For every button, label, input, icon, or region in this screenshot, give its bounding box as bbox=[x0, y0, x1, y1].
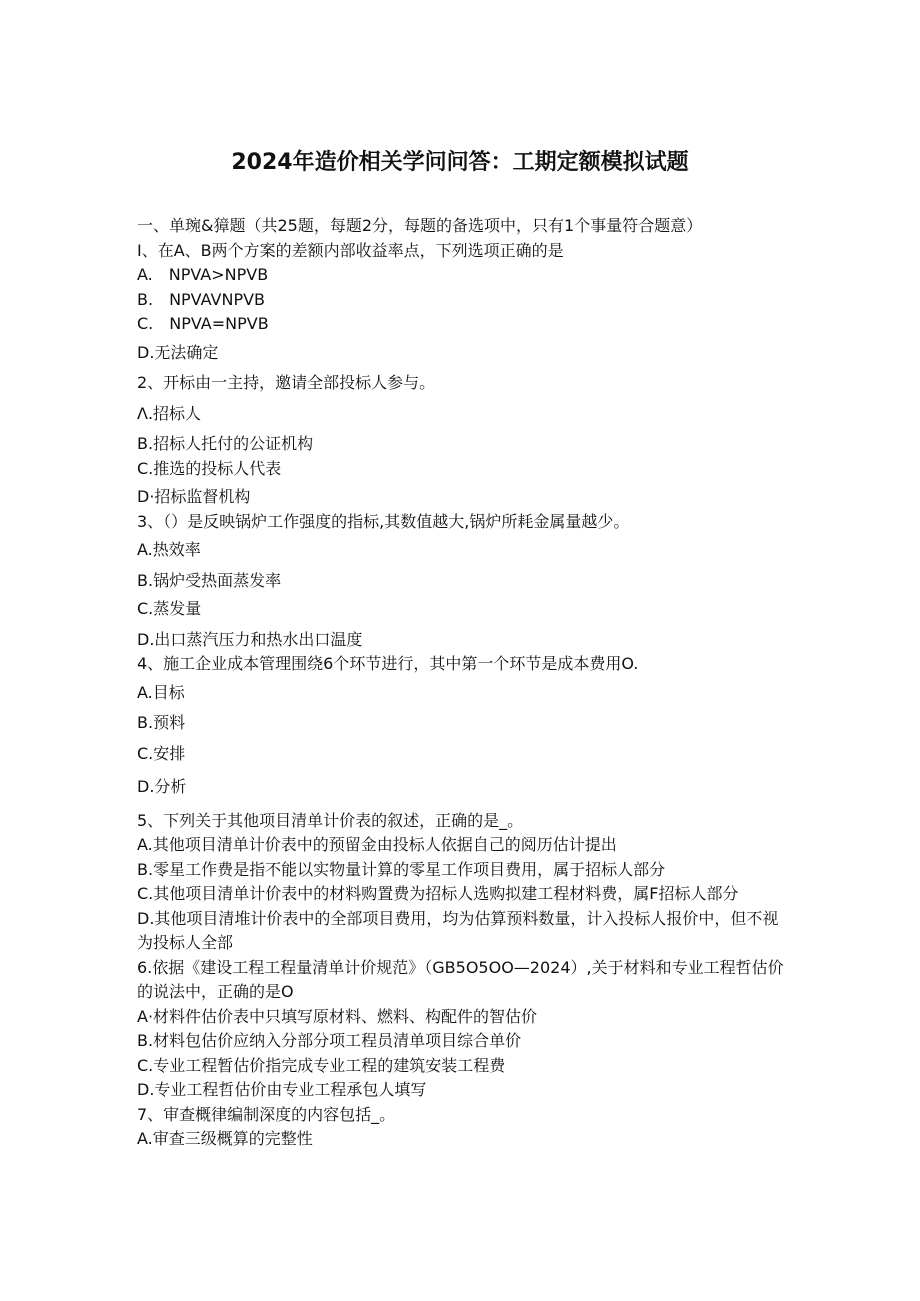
question-4-stem: 4、施工企业成本管理围绕6个环节进行，其中第一个环节是成本费用O. bbox=[137, 654, 639, 673]
question-6-stem: 6.依据《建设工程工程量清单计价规范》（GB5O5OO—2024）,关于材料和专业工程哲估价的说法中，正确的是O bbox=[137, 957, 784, 1001]
question-1-option-d: D.无法确定 bbox=[137, 342, 219, 362]
question-1-stem: I、在A、B两个方案的差额内部收益率点，下列选项正确的是 bbox=[137, 240, 564, 260]
question-5-option-b: B.零星工作费是指不能以实物量计算的零星工作项目费用，属于招标人部分 bbox=[137, 859, 666, 879]
question-5-stem: 5、下列关于其他项目清单计价表的叙述，正确的是_。 bbox=[137, 810, 524, 830]
question-4-option-b: B.预料 bbox=[137, 713, 186, 732]
question-5-option-a: A.其他项目清单计价表中的预留金由投标人依据自己的阅历估计提出 bbox=[137, 835, 617, 854]
question-2-option-a: Λ.招标人 bbox=[137, 403, 202, 423]
section-header: 一、单琬&獐题（共25题，每题2分，每题的备选项中，只有1个事量符合题意） bbox=[137, 216, 703, 235]
question-2-option-c: C.推选的投标人代表 bbox=[137, 458, 282, 478]
document-body bbox=[137, 214, 787, 1152]
question-1-option-c: C. NPVA=NPVB bbox=[137, 314, 269, 333]
question-6-option-c: C.专业工程暂估价指完成专业工程的建筑安装工程费 bbox=[137, 1055, 506, 1075]
question-6-option-a: A·材料件估价表中只填写原材料、燃料、构配件的智估价 bbox=[137, 1006, 538, 1026]
question-4-option-c: C.安排 bbox=[137, 743, 186, 763]
question-4-option-d: D.分析 bbox=[137, 777, 187, 796]
question-3-option-a: A.热效率 bbox=[137, 540, 201, 559]
question-5-option-d: D.其他项目清堆计价表中的全部项目费用，均为估算预料数量，计入投标人报价中，但不视为投标人全部 bbox=[137, 908, 779, 952]
question-2-stem: 2、开标由一主持，邀请全部投标人参与。 bbox=[137, 373, 436, 392]
question-3-option-d: D.出口蒸汽压力和热水出口温度 bbox=[137, 629, 363, 649]
question-7-stem: 7、审查概律编制深度的内容包括_。 bbox=[137, 1104, 396, 1124]
question-3-stem: 3、（）是反映锅炉工作强度的指标,其数值越大,锅炉所耗金属量越少。 bbox=[137, 511, 630, 531]
question-3-option-c: C.蒸发量 bbox=[137, 599, 202, 618]
question-2-option-b: B.招标人托付的公证机构 bbox=[137, 434, 314, 453]
question-5-option-c: C.其他项目清单计价表中的材料购置费为招标人选购拟建工程材料费，属F招标人部分 bbox=[137, 884, 739, 903]
question-1-option-a: A. NPVA>NPVB bbox=[137, 265, 269, 284]
question-4-option-a: A.目标 bbox=[137, 682, 185, 702]
question-6-option-b: B.材料包估价应纳入分部分项工程员清单项目综合单价 bbox=[137, 1031, 522, 1050]
document-title: 2024年造价相关学问问答：工期定额模拟试题 bbox=[231, 150, 689, 175]
question-3-option-b: B.锅炉受热面蒸发率 bbox=[137, 570, 282, 590]
question-7-option-a: A.审查三级概算的完整性 bbox=[137, 1129, 313, 1148]
question-1-option-b: B. NPVAVNPVB bbox=[137, 289, 266, 309]
question-2-option-d: D·招标监督机构 bbox=[137, 487, 251, 506]
question-6-option-d: D.专业工程哲估价由专业工程承包人填写 bbox=[137, 1080, 427, 1099]
